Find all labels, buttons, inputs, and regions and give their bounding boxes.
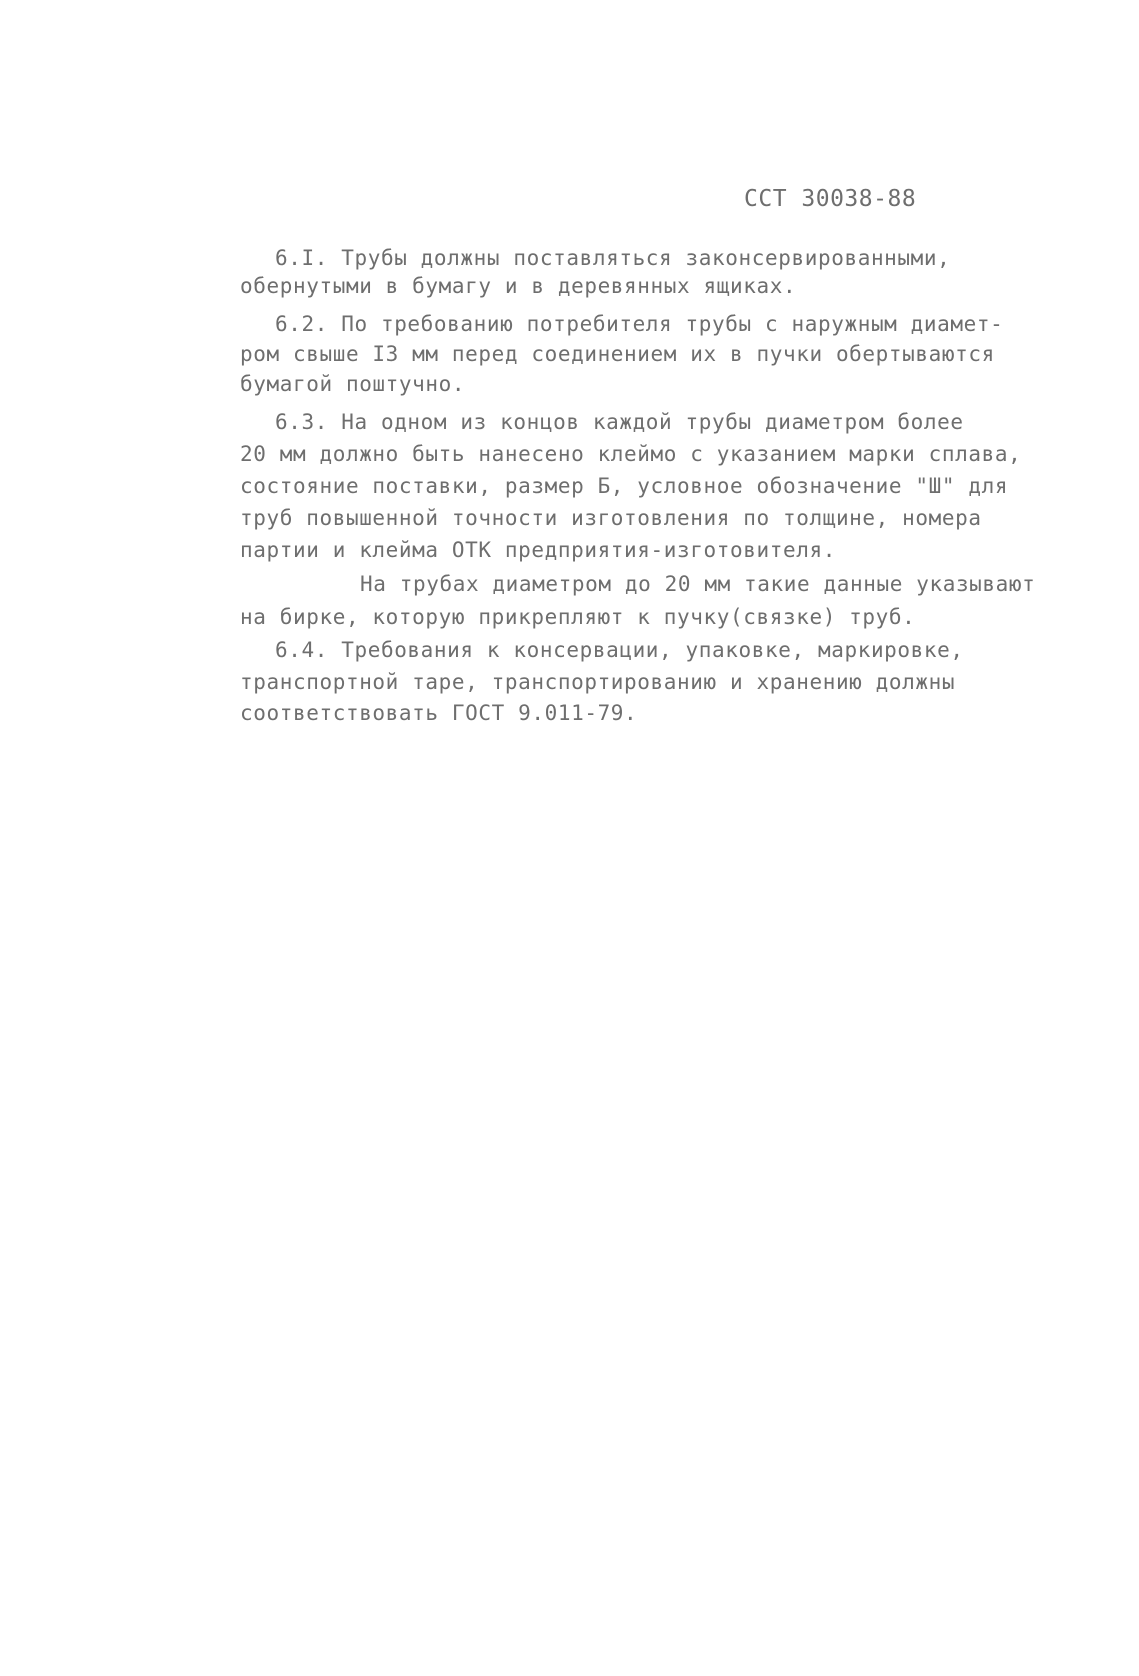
document-code: ССТ 30038-88 <box>744 186 917 212</box>
text-line: обернутыми в бумагу и в деревянных ящиках. <box>240 274 797 298</box>
text-line: соответствовать ГОСТ 9.011-79. <box>240 701 638 725</box>
text-line: на бирке, которую прикрепляют к пучку(связке) труб. <box>240 605 916 629</box>
text-line-6-3: 6.3. На одном из концов каждой трубы диаметром более <box>275 410 964 434</box>
text-line: 20 мм должно быть нанесено клеймо с указанием марки сплава, <box>240 442 1022 466</box>
text-line: партии и клейма ОТК предприятия-изготовителя. <box>240 538 836 562</box>
text-line: транспортной таре, транспортированию и хранению должны <box>240 670 956 694</box>
text-line-6-2: 6.2. По требованию потребителя трубы с наружным диамет- <box>275 312 1004 336</box>
text-line: труб повышенной точности изготовления по толщине, номера <box>240 506 982 530</box>
text-line: ром свыше I3 мм перед соединением их в пучки обертываются <box>240 342 995 366</box>
text-line: состояние поставки, размер Б, условное обозначение "Ш" для <box>240 474 1009 498</box>
text-line: бумагой поштучно. <box>240 372 466 396</box>
text-line-6-1: 6.I. Трубы должны поставляться законсервированными, <box>275 246 951 270</box>
text-line-6-4: 6.4. Требования к консервации, упаковке, маркировке, <box>275 638 964 662</box>
text-line: На трубах диаметром до 20 мм такие данные указывают <box>360 572 1036 596</box>
